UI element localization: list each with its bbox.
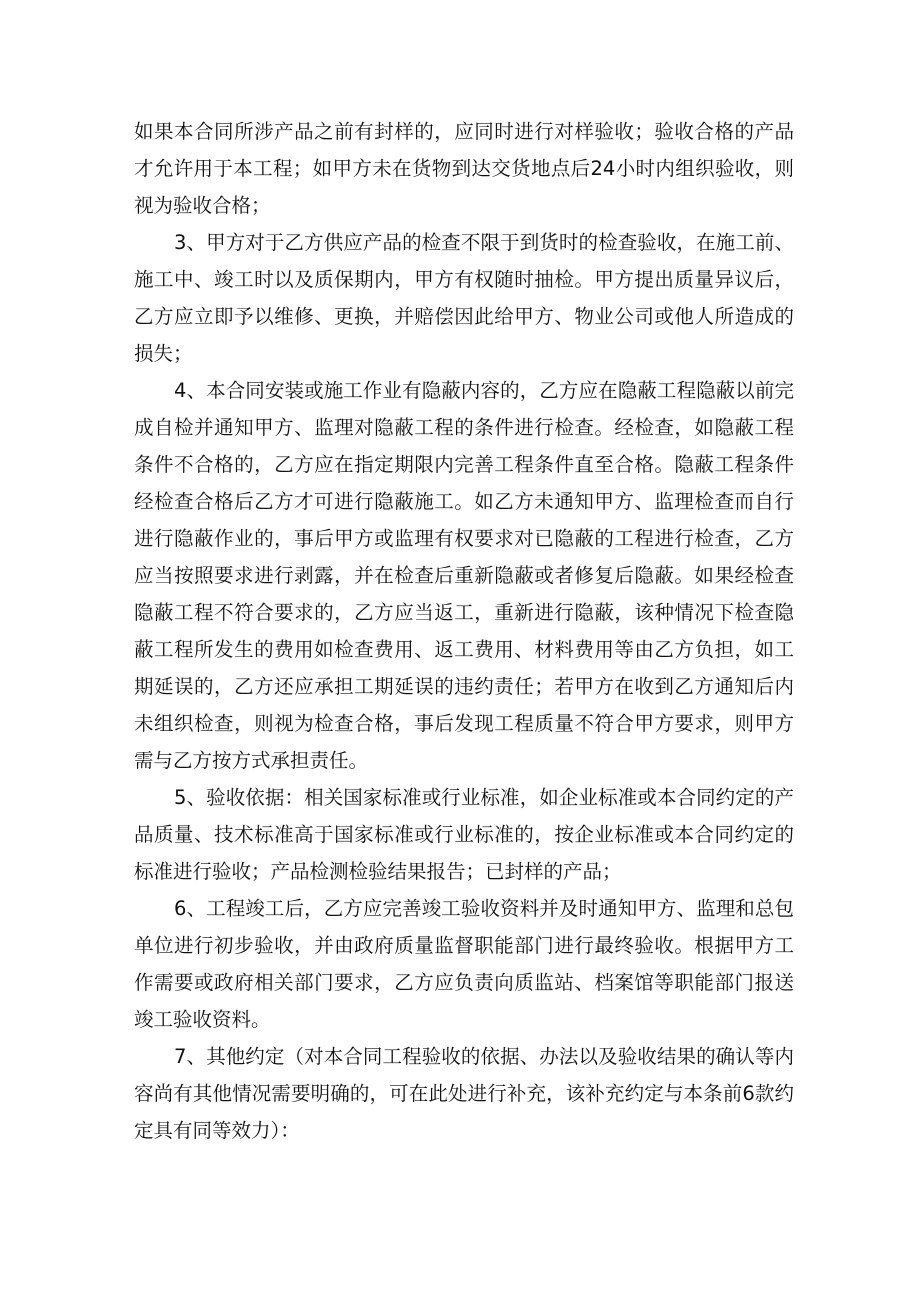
document-page [134,113,794,1149]
paragraph-clause-5: 5、验收依据：相关国家标准或行业标准，如企业标准或本合同约定的产品质量、技术标准高于国家标准或行业标准的，按企业标准或本合同约定的标准进行验收；产品检测检验结果报告；已封样的产品； [134,786,794,883]
paragraph-clause-7: 7、其他约定（对本合同工程验收的依据、办法以及验收结果的确认等内容尚有其他情况需要明确的，可在此处进行补充，该补充约定与本条前6款约定具有同等效力）： [134,1045,794,1142]
paragraph-clause-4: 4、本合同安装或施工作业有隐蔽内容的，乙方应在隐蔽工程隐蔽以前完成自检并通知甲方、监理对隐蔽工程的条件进行检查。经检查，如隐蔽工程条件不合格的，乙方应在指定期限内完善工程条件直至合格。隐蔽工程条件经检查合格后乙方才可进行隐蔽施工。如乙方未通知甲方、监理检查而自行进行隐蔽作业的，事后甲方或监理有权要求对已隐蔽的工程进行检查，乙方应当按照要求进行剥露，并在检查后重新隐蔽或者修复后隐蔽。如果经检查隐蔽工程不符合要求的，乙方应当返工，重新进行隐蔽，该种情况下检查隐蔽工程所发生的费用如检查费用、返工费用、材料费用等由乙方负担，如工期延误的，乙方还应承担工期延误的违约责任；若甲方在收到乙方通知后内未组织检查，则视为检查合格，事后发现工程质量不符合甲方要求，则甲方需与乙方按方式承担责任。 [134,379,794,772]
paragraph-clause-3: 3、甲方对于乙方供应产品的检查不限于到货时的检查验收，在施工前、施工中、竣工时以及质保期内，甲方有权随时抽检。甲方提出质量异议后，乙方应立即予以维修、更换，并赔偿因此给甲方、物业公司或他人所造成的损失； [134,231,794,365]
paragraph-clause-6: 6、工程竣工后，乙方应完善竣工验收资料并及时通知甲方、监理和总包单位进行初步验收，并由政府质量监督职能部门进行最终验收。根据甲方工作需要或政府相关部门要求，乙方应负责向质监站、档案馆等职能部门报送竣工验收资料。 [134,897,794,1031]
paragraph-continuation: 如果本合同所涉产品之前有封样的，应同时进行对样验收；验收合格的产品才允许用于本工程；如甲方未在货物到达交货地点后24小时内组织验收，则视为验收合格； [134,120,794,217]
